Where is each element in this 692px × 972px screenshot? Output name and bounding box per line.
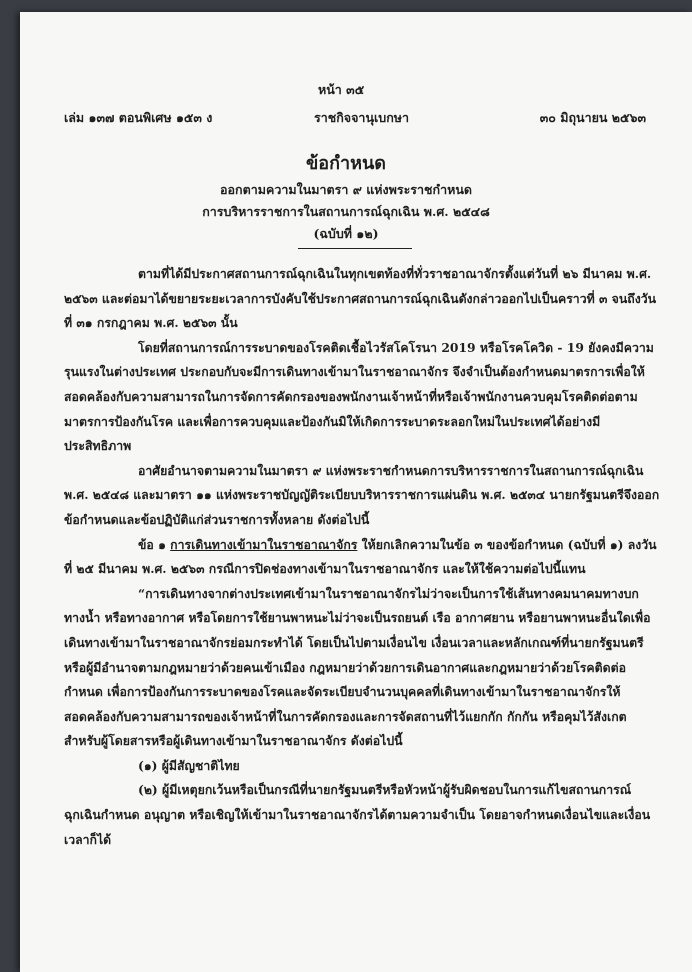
publication-date: ๓๐ มิถุนายน ๒๕๖๓ — [539, 110, 646, 125]
paragraph-preamble: ตามที่ได้มีประกาศสถานการณ์ฉุกเฉินในทุกเขตท้องที่ทั่วราชอาณาจักรตั้งแต่วันที่ ๒๖ มีนาคม พ.ศ. ๒๕๖๓ และต่อมาได้ขยายระยะเวลาการบังคับใช้ประกาศสถานการณ์ฉุกเฉินดังกล่าวออกไปเป็นคราวที่ ๓ จนถึงวันที่ ๓๑ กรกฎาคม พ.ศ. ๒๕๖๓ นั้น — [64, 266, 657, 331]
document-title: ข้อกำหนด — [306, 153, 386, 174]
document-body — [64, 262, 664, 852]
gazette-header — [64, 108, 646, 128]
clause-1 — [64, 533, 664, 582]
subtitle-line-3: (ฉบับที่ ๑๒) — [313, 226, 379, 241]
clause-1-lead: ข้อ ๑ — [138, 536, 171, 552]
page-number: หน้า ๓๕ — [318, 82, 365, 97]
gazette-name: ราชกิจจานุเบกษา — [314, 110, 410, 125]
quoted-text: “การเดินทางจากต่างประเทศเข้ามาในราชอาณาจักรไม่ว่าจะเป็นการใช้เส้นทางคมนาคมทางบก ทางน้ำ หรือทางอากาศ หรือโดยการใช้ยานพาหนะไม่ว่าจะเป็นรถยนต์ เรือ อากาศยาน หรือยานพาหนะอื่นใดเพื่อเดินทางเข้ามาในราชอาณาจักรย่อมกระทำได้ โดยเป็นไปตามเงื่อนไข เงื่อนเวลาและหลักเกณฑ์ที่นายกรัฐมนตรีหรือผู้มีอำนาจตามกฎหมายว่าด้วยคนเข้าเมือง กฎหมายว่าด้วยการเดินอากาศและกฎหมายว่าด้วยโรคติดต่อกำหนด เพื่อการป้องกันการระบาดของโรคและจัดระเบียบจำนวนบุคคลที่เดินทางเข้ามาในราชอาณาจักรให้สอดคล้องกับความสามารถของเจ้าหน้าที่ในการคัดกรองและการจัดสถานที่ไว้แยกกัก กักกัน หรือคุมไว้สังเกต สำหรับผู้โดยสารหรือผู้เดินทางเข้ามาในราชอาณาจักร ดังต่อไปนี้ — [64, 585, 651, 749]
volume-info: เล่ม ๑๓๗ ตอนพิเศษ ๑๕๓ ง — [64, 110, 213, 125]
list-item: (๑) ผู้มีสัญชาติไทย — [138, 757, 240, 773]
paragraph-situation: โดยที่สถานการณ์การระบาดของโรคติดเชื้อไวรัสโคโรนา 2019 หรือโรคโควิด - 19 ยังคงมีความรุนแรงในต่างประเทศ ประกอบกับจะมีการเดินทางเข้ามาในราชอาณาจักร จึงจำเป็นต้องกำหนดมาตรการเพื่อให้สอดคล้องกับความสามารถในการจัดการคัดกรองของพนักงานเจ้าหน้าที่หรือเจ้าพนักงานควบคุมโรคติดต่อตามมาตรการป้องกันโรค และเพื่อการควบคุมและป้องกันมิให้เกิดการระบาดระลอกใหม่ในประเทศได้อย่างมีประสิทธิภาพ — [64, 339, 654, 454]
clause-1-heading: การเดินทางเข้ามาในราชอาณาจักร — [170, 536, 358, 552]
subtitle-line-2: การบริหารราชการในสถานการณ์ฉุกเฉิน พ.ศ. ๒๕๔๘ — [202, 204, 490, 219]
list-item: (๒) ผู้มีเหตุยกเว้นหรือเป็นกรณีที่นายกรัฐมนตรีหรือหัวหน้าผู้รับผิดชอบในการแก้ไขสถานการณ์ฉุกเฉินกำหนด อนุญาต หรือเชิญให้เข้ามาในราชอาณาจักรได้ตามความจำเป็น โดยอาจกำหนดเงื่อนไขและเงื่อนเวลาก็ได้ — [64, 782, 651, 847]
clause-1-text: ให้ยกเลิกความในข้อ ๓ ของข้อกำหนด (ฉบับที่ ๑) ลงวันที่ ๒๕ มีนาคม พ.ศ. ๒๕๖๓ กรณีการปิดช่องทางเข้ามาในราชอาณาจักร และให้ใช้ความต่อไปนี้แทน — [64, 536, 657, 577]
title-divider — [298, 248, 412, 249]
paragraph-authority: อาศัยอำนาจตามความในมาตรา ๙ แห่งพระราชกำหนดการบริหารราชการในสถานการณ์ฉุกเฉิน พ.ศ. ๒๕๔๘ และมาตรา ๑๑ แห่งพระราชบัญญัติระเบียบบริหารราชการแผ่นดิน พ.ศ. ๒๕๓๔ นายกรัฐมนตรีจึงออกข้อกำหนดและข้อปฏิบัติแก่ส่วนราชการทั้งหลาย ดังต่อไปนี้ — [64, 462, 660, 527]
subtitle-line-1: ออกตามความในมาตรา ๙ แห่งพระราชกำหนด — [220, 182, 472, 197]
